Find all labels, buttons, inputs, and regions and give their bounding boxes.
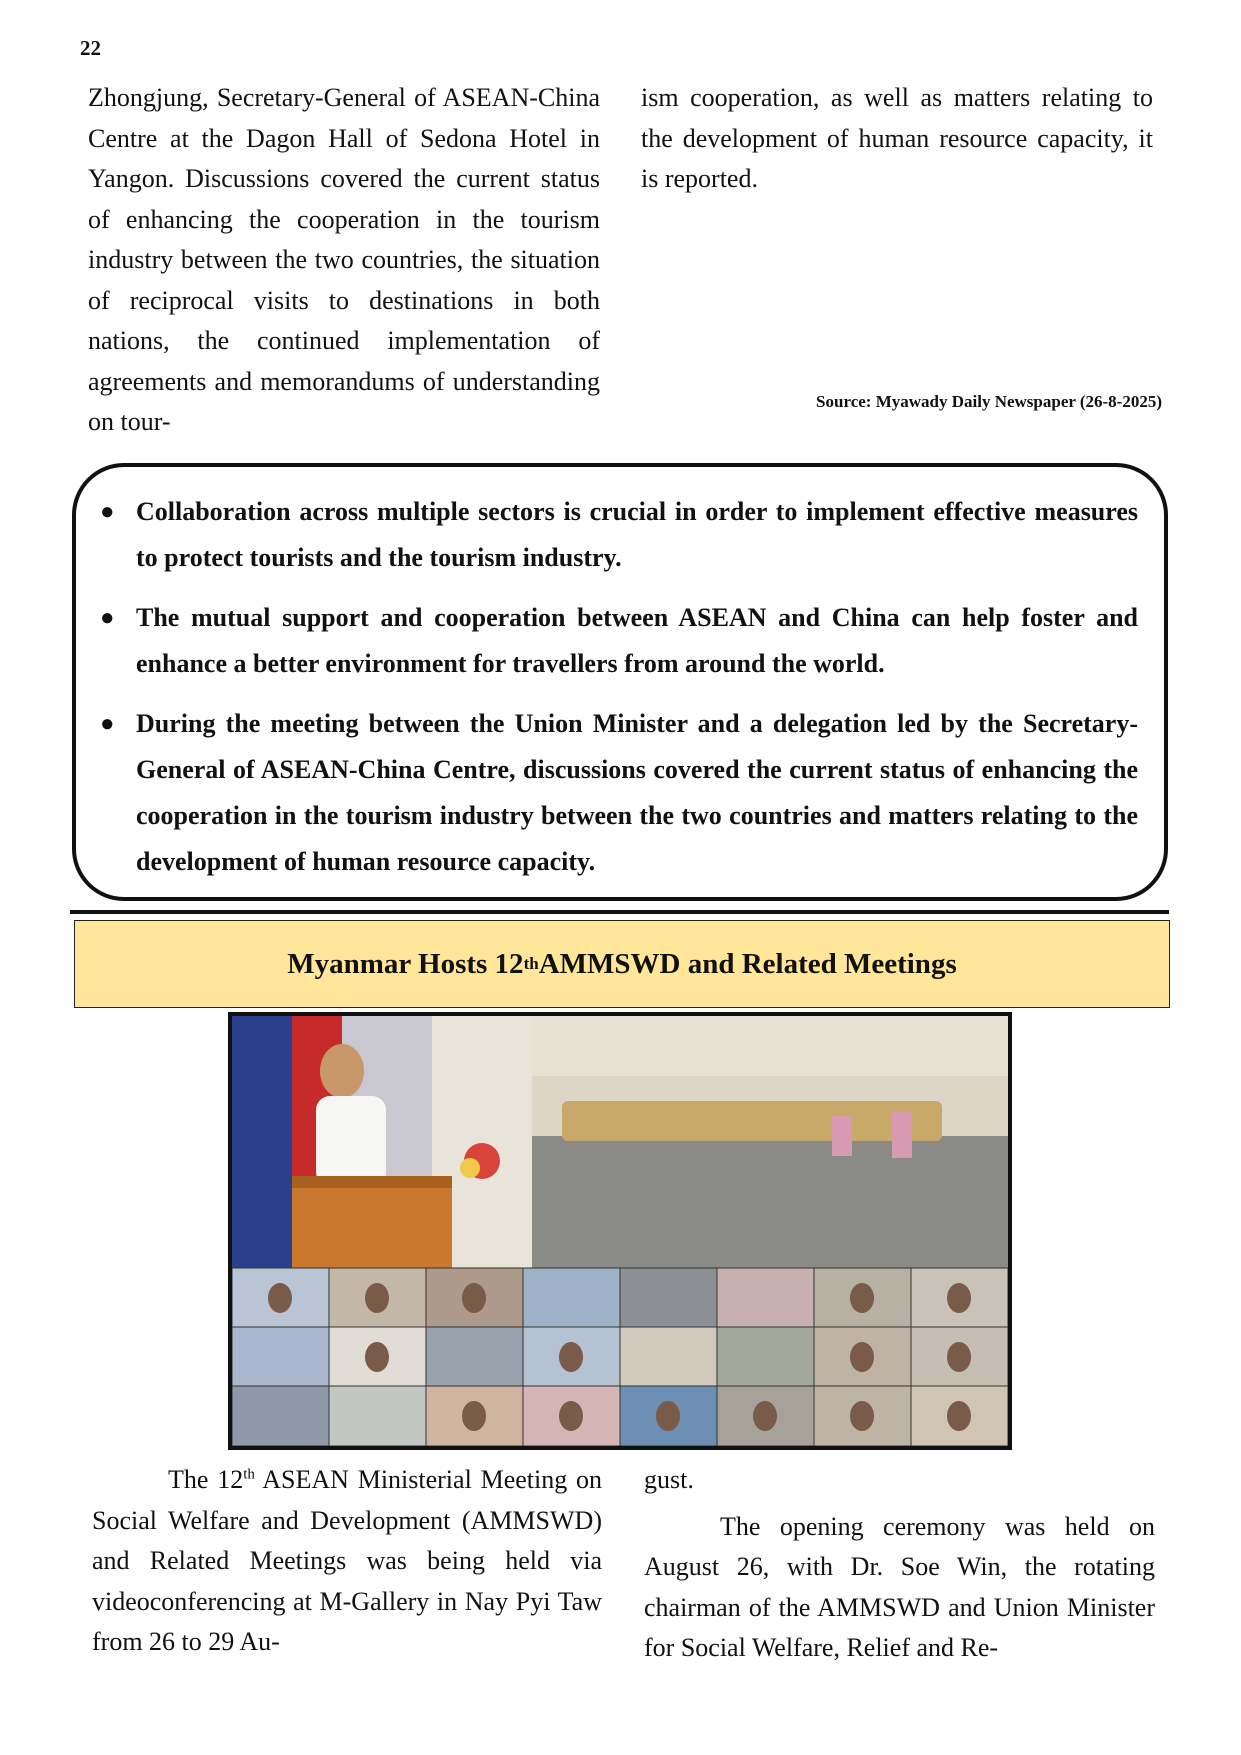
article2-paragraph: The 12th ASEAN Ministerial Meeting on Social Welfare and Development (AMMSWD) and Related Meetings was being held via videoconferencing at M-Gallery in Nay Pyi Taw from 26 to 29 Au- [92,1465,603,1656]
article2-paragraph: gust. [644,1465,694,1494]
article1-column-left [88,78,600,443]
article1-paragraph: ism cooperation, as well as matters relating to the development of human resource capacity, it is reported. [641,83,1153,193]
meeting-photo-illustration [232,1016,1008,1446]
key-point: ● The mutual support and cooperation between ASEAN and China can help foster and enhance a better environment for travellers from around the world. [136,595,1138,687]
article2-column-right [644,1460,1155,1669]
article2-column-left [92,1460,602,1663]
page-number: 22 [80,36,101,60]
bullet-icon: ● [100,605,115,631]
section-divider [70,910,1169,914]
source-citation: Source: Myawady Daily Newspaper (26-8-2025) [816,392,1162,411]
article1-column-right [641,78,1153,200]
key-point: ● Collaboration across multiple sectors is crucial in order to implement effective measures to protect tourists and the tourism industry. [136,489,1138,581]
article2-title: Myanmar Hosts 12 th AMMSWD and Related Meetings [74,920,1170,1008]
bullet-icon: ● [100,711,115,737]
key-points-box [72,463,1168,901]
bullet-icon: ● [100,499,115,525]
key-point: ● During the meeting between the Union Minister and a delegation led by the Secretary-General of ASEAN-China Centre, discussions covered the current status of enhancing the cooperation in the tourism industry between the two countries and matters relating to the development of human resource capacity. [136,701,1138,885]
meeting-photo [228,1012,1012,1450]
article1-paragraph: Zhongjung, Secretary-General of ASEAN-China Centre at the Dagon Hall of Sedona Hotel in Yangon. Discussions covered the current status of enhancing the cooperation in the tourism industry between the two countries, the situation of reciprocal visits to destinations in both nations, the continued implementation of agreements and memorandums of understanding on tour- [88,83,600,436]
article2-paragraph: The opening ceremony was held on August 26, with Dr. Soe Win, the rotating chairman of the AMMSWD and Union Minister for Social Welfare, Relief and Re- [644,1511,1155,1662]
